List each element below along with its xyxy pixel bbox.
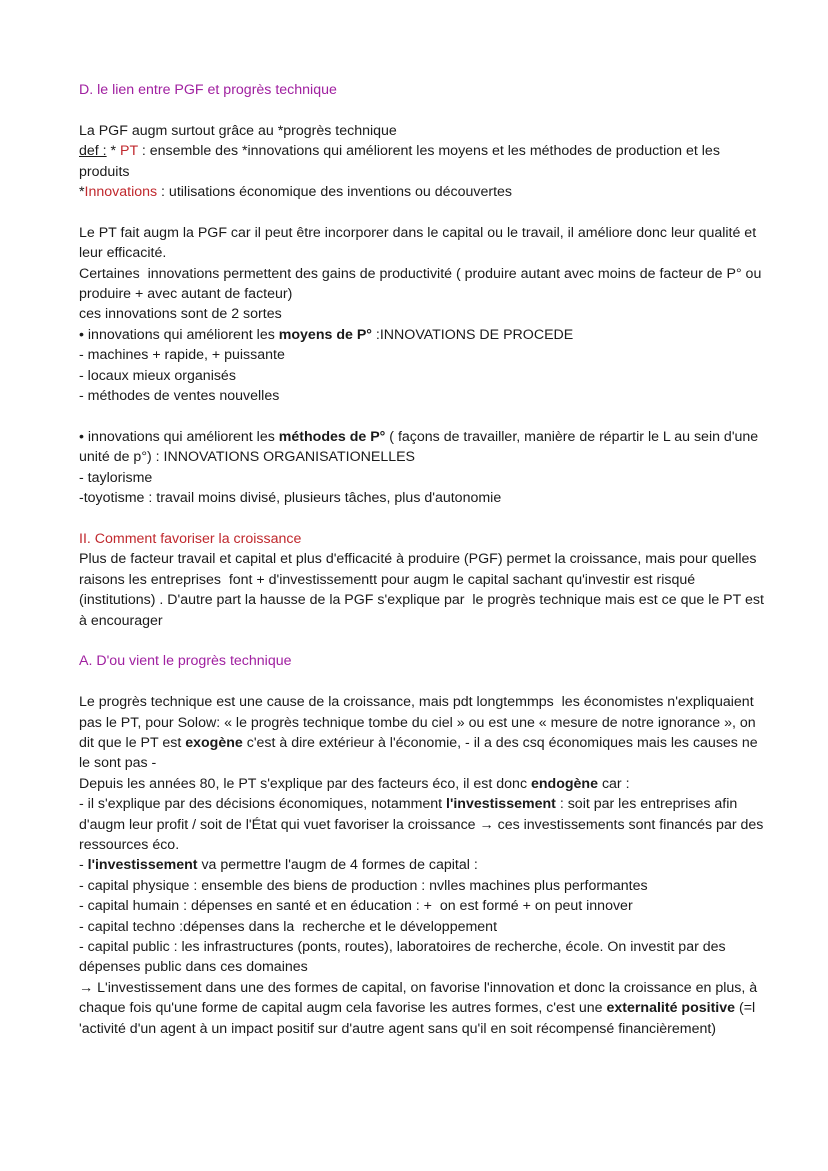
list-item: - capital humain : dépenses en santé et en éducation : + on est formé + on peut innover bbox=[79, 898, 633, 915]
list-item: - machines + rapide, + puissante bbox=[79, 347, 285, 364]
paragraph: La PGF augm surtout grâce au *progrès technique bbox=[79, 122, 397, 139]
term-pt: PT bbox=[120, 143, 138, 160]
bullet-text: • innovations qui améliorent les bbox=[79, 428, 279, 445]
definition-text: : ensemble des *innovations qui améliorent les moyens et les méthodes de production et les produits bbox=[79, 143, 724, 180]
list-item: - locaux mieux organisés bbox=[79, 367, 236, 384]
bold-term: endogène bbox=[530, 775, 598, 792]
bold-term: l'investissement bbox=[87, 857, 198, 874]
text: Depuis les années 80, le PT s'explique par des facteurs éco, il est donc bbox=[79, 775, 531, 792]
definition-text: : utilisations économique des inventions ou découvertes bbox=[157, 184, 513, 201]
bullet-process-innovations bbox=[79, 325, 769, 345]
text: → L'investissement dans une des formes de capital, on favorise l'innovation et donc la croissance en plus, à chaque fois qu'une forme de capital augm cela favorise les autres formes, c'est une bbox=[79, 979, 762, 1017]
bold-term: moyens de P° bbox=[278, 326, 372, 343]
paragraph: Plus de facteur travail et capital et plus d'efficacité à produire (PGF) permet la croissance, mais pour quelles raisons les entreprises font + d'investissementt pour augm le capital sachant qu'investir est risqué (institutions) . D'autre part la hausse de la PGF s'explique par le progrès technique mais est ce que le PT est à encourager bbox=[79, 551, 768, 629]
definition-innovations bbox=[79, 182, 769, 202]
bold-term: méthodes de P° bbox=[278, 428, 386, 445]
bullet-text: :INNOVATIONS DE PROCEDE bbox=[371, 326, 574, 343]
list-item: -toyotisme : travail moins divisé, plusieurs tâches, plus d'autonomie bbox=[79, 490, 502, 507]
text: - il s'explique par des décisions économiques, notamment bbox=[79, 796, 447, 813]
text: : soit par les entreprises afin d'augm leur profit / soit de l'État qui vuet favoriser la croissance → ces investissements sont financés par des ressources éco. bbox=[79, 796, 768, 853]
heading-section-d: D. le lien entre PGF et progrès technique bbox=[79, 82, 337, 98]
paragraph: Certaines innovations permettent des gains de productivité ( produire autant avec moins de facteur de P° ou produire + avec autant de facteur) bbox=[79, 265, 766, 303]
asterisk: * bbox=[106, 143, 121, 160]
bullet-text: ( façons de travailler, manière de répartir le L au sein d'une unité de p°) : INNOVATIONS ORGANISATIONELLES bbox=[79, 428, 763, 466]
text: va permettre l'augm de 4 formes de capital : bbox=[197, 857, 478, 874]
paragraph-capital-forms bbox=[79, 855, 769, 875]
def-label: def : bbox=[79, 143, 107, 160]
text: - bbox=[79, 857, 88, 874]
list-item: - méthodes de ventes nouvelles bbox=[79, 388, 280, 405]
bullet-organisational-innovations bbox=[79, 427, 769, 468]
paragraph-endogene bbox=[79, 774, 769, 794]
bold-term: exogène bbox=[185, 734, 243, 751]
paragraph-exogene bbox=[79, 692, 769, 774]
definition-pt bbox=[79, 141, 769, 182]
paragraph-externalite bbox=[79, 978, 769, 1039]
bold-term: l'investissement bbox=[446, 796, 556, 813]
list-item: - taylorisme bbox=[79, 469, 153, 486]
document-page bbox=[79, 80, 769, 1039]
heading-section-a: A. D'ou vient le progrès technique bbox=[79, 653, 292, 670]
text: c'est à dire extérieur à l'économie, - il a des csq économiques mais les causes ne le sont pas - bbox=[79, 734, 762, 772]
text: (=l 'activité d'un agent à un impact positif sur d'autre agent sans qu'il en soit récompensé financièrement) bbox=[79, 1000, 760, 1037]
term-innovations: Innovations bbox=[84, 184, 158, 201]
text: Le progrès technique est une cause de la croissance, mais pdt longtemmps les économistes n'expliquaient pas le PT, pour Solow: « le progrès technique tombe du ciel » ou est une « mesure de notre ignorance », on dit que le PT est bbox=[79, 694, 760, 751]
bullet-text: • innovations qui améliorent les bbox=[79, 326, 279, 343]
paragraph: ces innovations sont de 2 sortes bbox=[79, 306, 282, 323]
list-item: - capital physique : ensemble des biens de production : nvlles machines plus performantes bbox=[79, 877, 648, 894]
list-item: - capital public : les infrastructures (ponts, routes), laboratoires de recherche, école. On investit par des dépenses public dans ces domaines bbox=[79, 938, 730, 976]
paragraph: Le PT fait augm la PGF car il peut être incorporer dans le capital ou le travail, il améliore donc leur qualité et leur efficacité. bbox=[79, 224, 761, 262]
paragraph-investissement bbox=[79, 794, 769, 855]
list-item: - capital techno :dépenses dans la recherche et le développement bbox=[79, 918, 498, 935]
text: car : bbox=[598, 775, 630, 792]
bold-term: externalité positive bbox=[606, 1000, 736, 1017]
asterisk: * bbox=[79, 184, 85, 201]
heading-section-ii: II. Comment favoriser la croissance bbox=[79, 530, 302, 547]
